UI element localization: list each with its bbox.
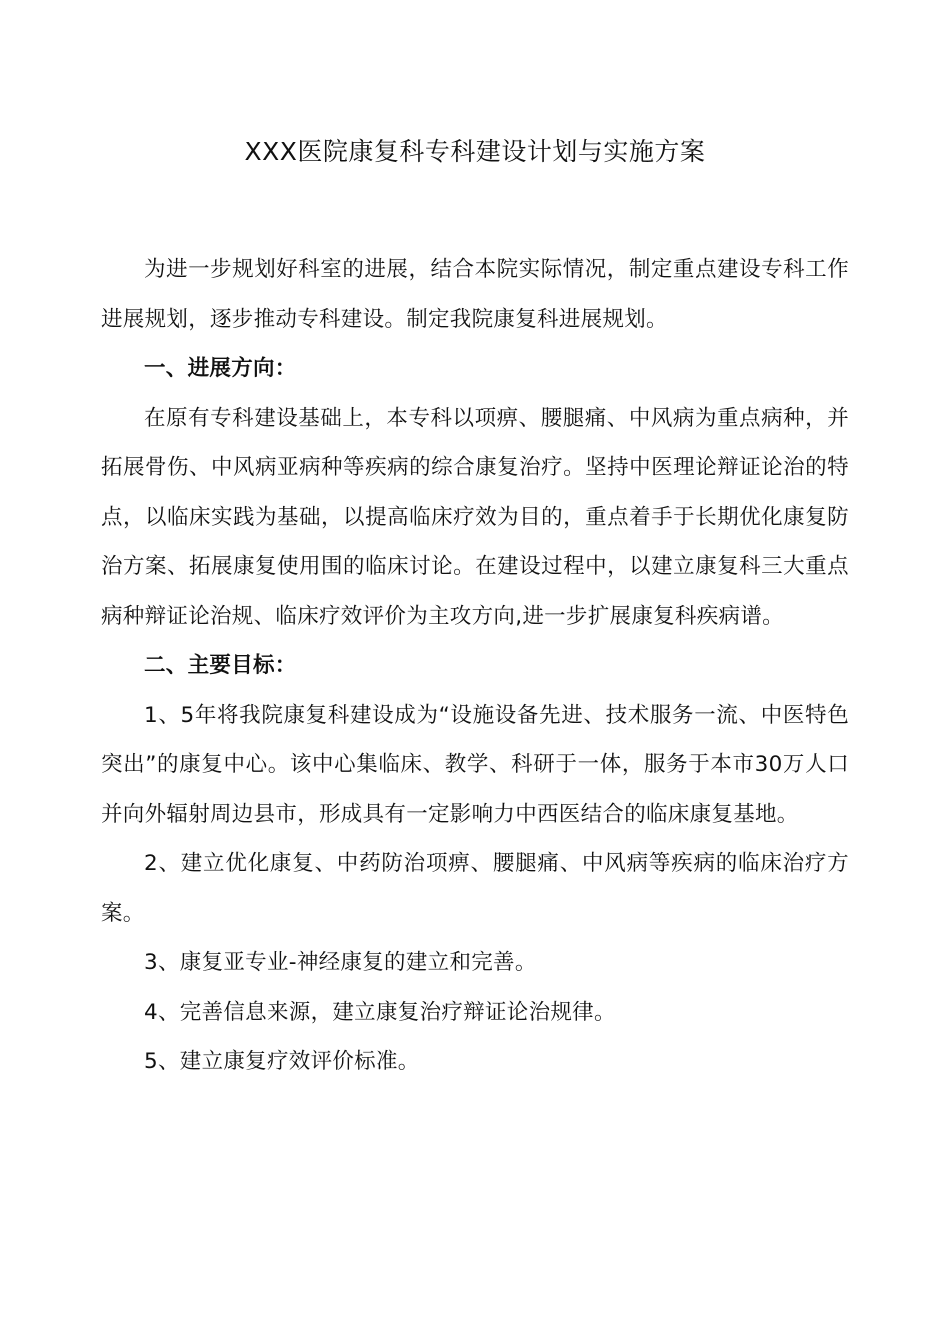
goal-item-3: 3、康复亚专业-神经康复的建立和完善。 [144, 950, 537, 975]
goal-item-2: 2、建立优化康复、中药防治项痹、腰腿痛、中风病等疾病的临床治疗方案。 [101, 851, 849, 926]
goal-item-5: 5、建立康复疗效评价标准。 [144, 1049, 420, 1074]
section-heading-goals: 二、主要目标： [144, 653, 297, 678]
document-body [101, 245, 849, 1087]
goal-item-4: 4、完善信息来源，建立康复治疗辩证论治规律。 [144, 999, 616, 1025]
goal-item-1: 1、5年将我院康复科建设成为“设施设备先进、技术服务一流、中医特色突出”的康复中心。该中心集临床、教学、科研于一体，服务于本市30万人口并向外辐射周边县市，形成具有一定影响力中西医结合的临床康复基地。 [101, 702, 849, 827]
section-heading-direction: 一、进展方向： [144, 356, 297, 381]
document-title: XXX医院康复科专科建设计划与实施方案 [244, 137, 706, 166]
direction-paragraph: 在原有专科建设基础上，本专科以项痹、腰腿痛、中风病为重点病种，并拓展骨伤、中风病亚病种等疾病的综合康复治疗。坚持中医理论辩证论治的特点，以临床实践为基础，以提高临床疗效为目的，重点着手于长期优化康复防治方案、拓展康复使用围的临床讨论。在建设过程中，以建立康复科三大重点病种辩证论治规、临床疗效评价为主攻方向,进一步扩展康复科疾病谱。 [101, 405, 849, 629]
intro-paragraph: 为进一步规划好科室的进展，结合本院实际情况，制定重点建设专科工作进展规划，逐步推动专科建设。制定我院康复科进展规划。 [101, 257, 849, 332]
